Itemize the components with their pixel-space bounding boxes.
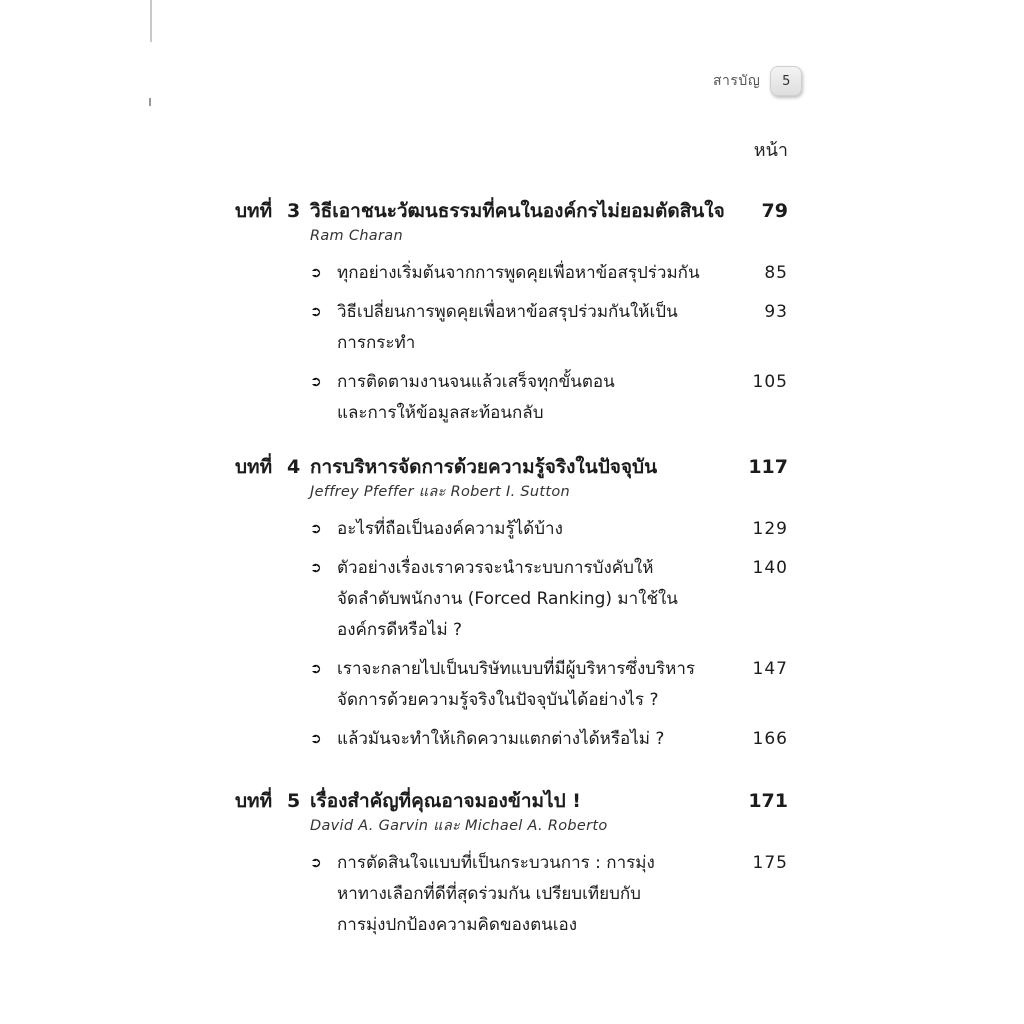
toc-item-line: การตัดสินใจแบบที่เป็นกระบวนการ : การมุ่ง [337,853,655,873]
toc-item-text [337,654,738,716]
chapter-3 [235,196,788,437]
toc-item [310,553,788,646]
chapter-word: บทที่ [235,200,273,222]
toc-item-text [337,297,738,359]
toc-item-page: 166 [752,729,788,749]
chapter-heading [235,452,788,482]
chapter-4 [235,452,788,763]
toc-item-line: หาทางเลือกที่ดีที่สุดร่วมกัน เปรียบเทียบกับ [337,884,641,904]
chapter-heading [235,786,788,816]
toc-item-text [337,514,738,545]
toc-item-line: องค์กรดีหรือไม่ ? [337,620,463,640]
arrow-bullet-icon: ➲ [310,560,322,576]
toc-item [310,367,788,429]
page-number-tab: 5 [770,66,802,96]
chapter-items [235,848,788,941]
chapter-authors: Jeffrey Pfeffer และ Robert I. Sutton [310,484,571,500]
toc-item-page: 147 [752,659,788,679]
arrow-bullet-icon: ➲ [310,855,322,871]
toc-item-line: การมุ่งปกป้องความคิดของตนเอง [337,915,578,935]
arrow-bullet-icon: ➲ [310,304,322,320]
toc-item-line: การติดตามงานจนแล้วเสร็จทุกขั้นตอน [337,372,615,392]
toc-item-page: 85 [764,263,788,283]
page-spine-mark [149,98,151,106]
toc-item-text [337,724,738,755]
toc-item-text [337,258,738,289]
toc-item-page: 175 [752,853,788,873]
arrow-bullet-icon: ➲ [310,374,322,390]
toc-item-text [337,848,738,941]
arrow-bullet-icon: ➲ [310,731,322,747]
toc-item-page: 105 [752,372,788,392]
toc-item-line: วิธีเปลี่ยนการพูดคุยเพื่อหาข้อสรุปร่วมกันให้เป็น [337,302,678,322]
chapter-page: 79 [761,200,788,222]
chapter-title: วิธีเอาชนะวัฒนธรรมที่คนในองค์กรไม่ยอมตัดสินใจ [310,200,725,222]
toc-item [310,724,788,755]
chapter-page: 117 [748,456,788,478]
chapter-5 [235,786,788,949]
chapter-word: บทที่ [235,790,273,812]
chapter-title: การบริหารจัดการด้วยความรู้จริงในปัจจุบัน [310,456,658,478]
chapter-number: 5 [287,790,301,812]
toc-item [310,514,788,545]
toc-item [310,848,788,941]
toc-item-page: 129 [752,519,788,539]
toc-item [310,258,788,289]
arrow-bullet-icon: ➲ [310,521,322,537]
toc-item-line: จัดลำดับพนักงาน (Forced Ranking) มาใช้ใน [337,589,678,609]
arrow-bullet-icon: ➲ [310,265,322,281]
page-column-header: หน้า [753,140,788,161]
chapter-items [235,514,788,755]
toc-item-line: ตัวอย่างเรื่องเราควรจะนำระบบการบังคับให้ [337,558,654,578]
toc-item [310,654,788,716]
toc-item-line: การกระทำ [337,333,416,353]
chapter-title: เรื่องสำคัญที่คุณอาจมองข้ามไป ! [310,790,581,812]
toc-item-page: 140 [752,558,788,578]
arrow-bullet-icon: ➲ [310,661,322,677]
toc-item-line: จัดการด้วยความรู้จริงในปัจจุบันได้อย่างไร ? [337,690,659,710]
running-head [713,66,802,96]
chapter-items [235,258,788,429]
toc-item-line: เราจะกลายไปเป็นบริษัทแบบที่มีผู้บริหารซึ่งบริหาร [337,659,696,679]
toc-item-line: ทุกอย่างเริ่มต้นจากการพูดคุยเพื่อหาข้อสรุปร่วมกัน [337,263,700,283]
chapter-number: 4 [287,456,301,478]
toc-item-line: และการให้ข้อมูลสะท้อนกลับ [337,403,544,423]
chapter-word: บทที่ [235,456,273,478]
toc-item-line: อะไรที่ถือเป็นองค์ความรู้ได้บ้าง [337,519,563,539]
toc-item-line: แล้วมันจะทำให้เกิดความแตกต่างได้หรือไม่ ? [337,729,665,749]
running-head-title: สารบัญ [713,73,761,89]
toc-item-text [337,367,738,429]
chapter-heading [235,196,788,226]
page-spine-line [150,0,152,42]
toc-item-page: 93 [764,302,788,322]
chapter-number: 3 [287,200,301,222]
chapter-authors: Ram Charan [310,228,403,244]
toc-item [310,297,788,359]
chapter-authors: David A. Garvin และ Michael A. Roberto [310,818,608,834]
chapter-page: 171 [748,790,788,812]
toc-item-text [337,553,738,646]
